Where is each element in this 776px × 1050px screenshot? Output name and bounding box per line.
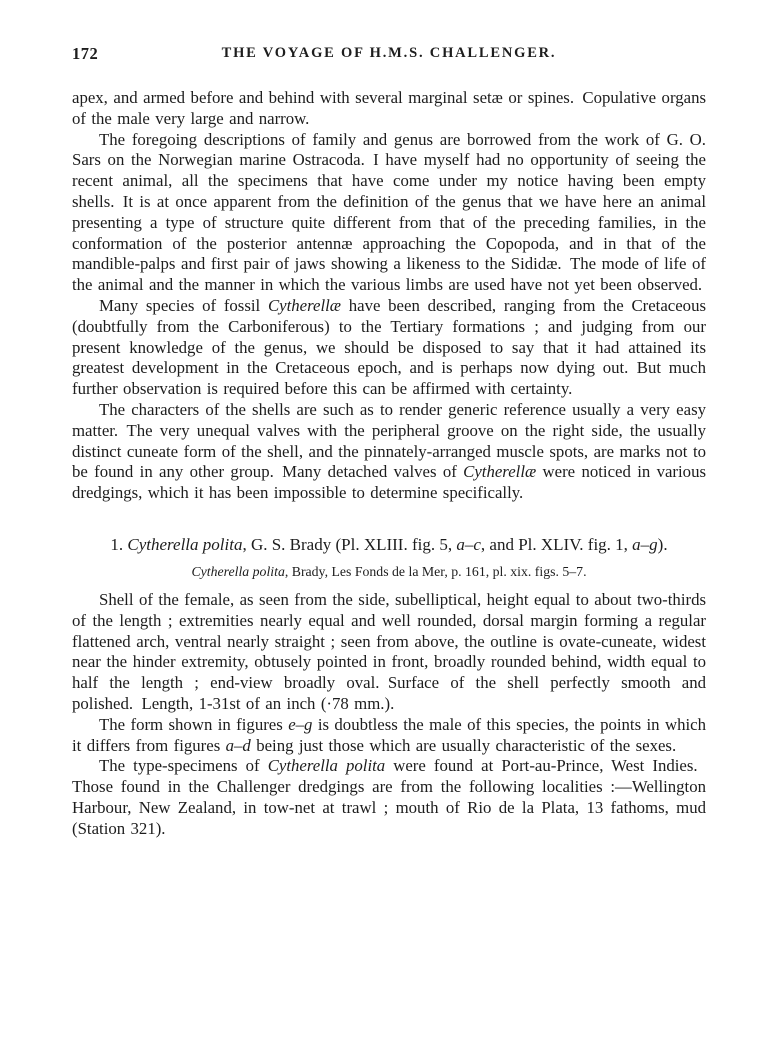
paragraph-foregoing-descriptions: The foregoing descriptions of family and genus are borrowed from the work of G. O. Sars on the Norwegian marine Ostracoda. I have myself had no opportunity of seeing the recent animal, all the specimens that have come under my notice having been empty shells. It is at once apparent from the definition of the genus that we have here an animal presenting a type of structure quite different from that of the preceding families, in the conformation of the posterior antennæ approaching the Copopoda, and in that of the mandible-palps and first pair of jaws showing a likeness to the Sididæ. The mode of life of the animal and the manner in which the various limbs are used have not yet been observed. bbox=[72, 129, 706, 295]
paragraph-shell-description: Shell of the female, as seen from the side, subelliptical, height equal to about two-thirds of the length ; extremities nearly equal and well rounded, dorsal margin forming a regular flattened arch, ventral nearly straight ; seen from above, the outline is ovate-cuneate, widest near the hinder extremity, obtusely pointed in front, broadly rounded behind, width equal to half the length ; end-view broadly oval. Surface of the shell perfectly smooth and polished. Length, 1-31st of an inch (·78 mm.). bbox=[72, 589, 706, 713]
paragraph-shell-characters: The characters of the shells are such as to render generic reference usually a very easy matter. The very unequal valves with the peripheral groove on the right side, the usually distinct cuneate form of the shell, and the pinnately-arranged muscle spots, are marks not to be found in any other group. Many detached valves of Cytherellæ were noticed in various dredgings, which it has been impossible to determine specifically. bbox=[72, 399, 706, 503]
paragraph-fossil-cytherellae: Many species of fossil Cytherellæ have been described, ranging from the Cretaceous (doubtfully from the Carboniferous) to the Tertiary formations ; and judging from our present knowledge of the genus, we should be disposed to say that it had attained its greatest development in the Cretaceous epoch, and is perhaps now dying out. But much further observation is required before this can be affirmed with certainty. bbox=[72, 295, 706, 399]
paragraph-apex-continuation: apex, and armed before and behind with several marginal setæ or spines. Copulative organs of the male very large and narrow. bbox=[72, 88, 706, 128]
running-title: THE VOYAGE OF H.M.S. CHALLENGER. bbox=[221, 45, 557, 61]
paragraph-localities: The type-specimens of Cytherella polita were found at Port-au-Prince, West Indies. Those found in the Challenger dredgings are from the following localities :—Wellington Harbour, New Zealand, in tow-net at trawl ; mouth of Rio de la Plata, 13 fathoms, mud (Station 321). bbox=[72, 756, 706, 838]
species-citation: Cytherella polita, Brady, Les Fonds de la Mer, p. 161, pl. xix. figs. 5–7. bbox=[191, 563, 587, 579]
page-header bbox=[72, 44, 706, 63]
species-heading: 1. Cytherella polita, G. S. Brady (Pl. XLIII. fig. 5, a–c, and Pl. XLIV. fig. 1, a–g). bbox=[110, 534, 668, 554]
page-number: 172 bbox=[72, 44, 99, 63]
page-body bbox=[72, 88, 706, 840]
paragraph-male-form: The form shown in figures e–g is doubtless the male of this species, the points in which it differs from figures a–d being just those which are usually characteristic of the sexes. bbox=[72, 714, 706, 755]
